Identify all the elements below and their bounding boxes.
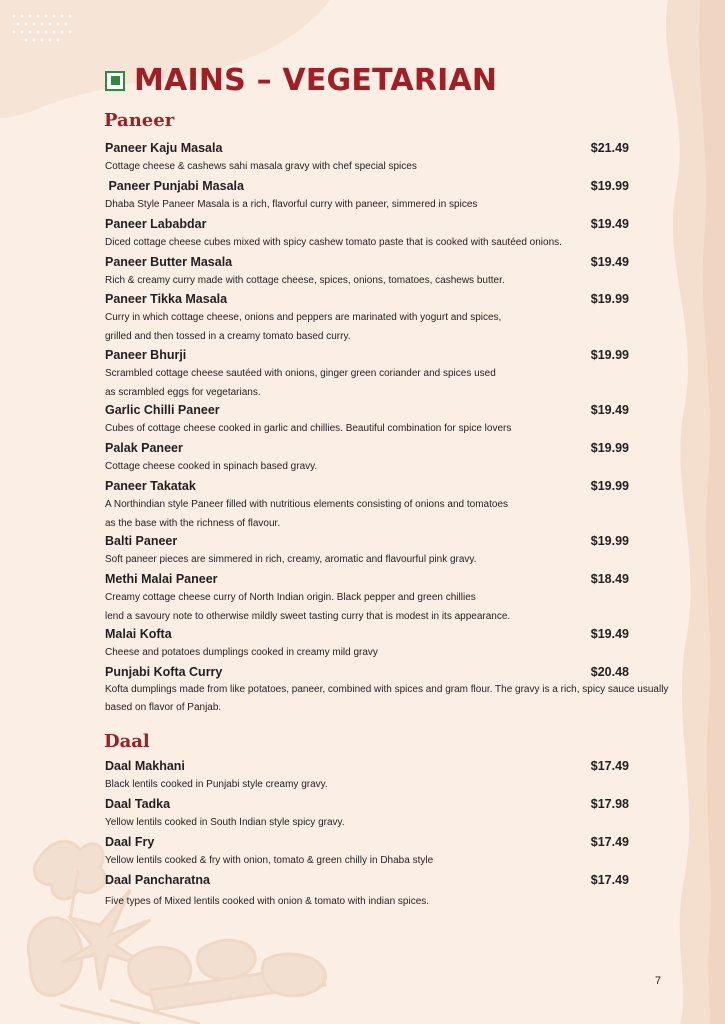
menu-item <box>105 871 635 911</box>
item-name: Daal Fry <box>105 835 155 849</box>
item-name: Palak Paneer <box>105 441 183 455</box>
item-name: Punjabi Kofta Curry <box>105 665 223 679</box>
menu-item <box>105 439 635 476</box>
item-name: Daal Tadka <box>105 797 171 811</box>
item-name: Paneer Tikka Masala <box>105 292 228 306</box>
item-description: Scrambled cottage cheese sautéed with onions, ginger green coriander and spices used <box>105 368 496 379</box>
item-description: Black lentils cooked in Punjabi style creamy gravy. <box>105 779 328 790</box>
item-price: $19.99 <box>590 441 629 455</box>
item-description: Cottage cheese cooked in spinach based gravy. <box>105 461 318 472</box>
menu-item <box>105 795 635 832</box>
menu-item <box>105 663 669 717</box>
menu-item <box>105 253 635 290</box>
item-description: Kofta dumplings made from like potatoes, paneer, combined with spices and gram flour. The gravy is a rich, spicy sauce usually based on flavor of Panjab. <box>105 684 669 713</box>
item-description: as the base with the richness of flavour. <box>105 518 281 529</box>
item-description: A Northindian style Paneer filled with nutritious elements consisting of onions and tomatoes <box>105 499 509 510</box>
item-description: grilled and then tossed in a creamy tomato based curry. <box>105 331 351 342</box>
item-name: Paneer Bhurji <box>105 348 187 362</box>
item-name: Daal Pancharatna <box>105 873 210 887</box>
menu-item <box>105 177 635 214</box>
item-description: Curry in which cottage cheese, onions and peppers are marinated with yogurt and spices, <box>105 312 502 323</box>
item-description: Rich & creamy curry made with cottage cheese, spices, onions, tomatoes, cashews butter. <box>105 275 505 286</box>
item-description: lend a savoury note to otherwise mildly sweet tasting curry that is modest in its appearance. <box>105 611 511 622</box>
veg-symbol-icon <box>105 71 125 91</box>
item-price: $19.49 <box>590 627 629 641</box>
menu-item <box>105 625 635 662</box>
menu-item <box>105 290 635 346</box>
menu-item <box>105 532 635 569</box>
item-name: Malai Kofta <box>105 627 172 641</box>
item-name: Paneer Lababdar <box>105 217 207 231</box>
item-price: $19.99 <box>590 479 629 493</box>
item-price: $19.49 <box>590 255 629 269</box>
page-number: 7 <box>655 975 662 987</box>
item-price: $21.49 <box>590 141 629 155</box>
menu-item <box>105 139 635 176</box>
item-price: $19.49 <box>590 217 629 231</box>
menu-item <box>105 757 635 794</box>
item-name: Balti Paneer <box>105 534 178 548</box>
title-row <box>105 63 497 98</box>
item-price: $19.99 <box>590 179 629 193</box>
item-price: $17.49 <box>590 835 629 849</box>
item-name: Daal Makhani <box>105 759 185 773</box>
menu-item <box>105 833 635 870</box>
menu-item <box>105 570 635 626</box>
item-price: $18.49 <box>590 572 629 586</box>
item-price: $20.48 <box>590 665 629 679</box>
item-name: Paneer Punjabi Masala <box>105 179 244 193</box>
item-description: Yellow lentils cooked in South Indian style spicy gravy. <box>105 817 345 828</box>
item-name: Methi Malai Paneer <box>105 572 218 586</box>
item-description: Cheese and potatoes dumplings cooked in creamy mild gravy <box>105 647 378 658</box>
item-price: $17.49 <box>590 759 629 773</box>
item-description: Dhaba Style Paneer Masala is a rich, flavorful curry with paneer, simmered in spices <box>105 199 478 210</box>
item-price: $19.99 <box>590 292 629 306</box>
item-price: $17.49 <box>590 873 629 887</box>
menu-item <box>105 215 635 252</box>
item-price: $19.99 <box>590 534 629 548</box>
item-name: Paneer Butter Masala <box>105 255 233 269</box>
item-description: Diced cottage cheese cubes mixed with spicy cashew tomato paste that is cooked with sautéed onions. <box>105 237 562 248</box>
item-name: Paneer Takatak <box>105 479 196 493</box>
item-description: Yellow lentils cooked & fry with onion, tomato & green chilly in Dhaba style <box>105 855 434 866</box>
item-name: Garlic Chilli Paneer <box>105 403 220 417</box>
menu-item <box>105 401 635 438</box>
menu-item <box>105 346 635 402</box>
item-price: $19.99 <box>590 348 629 362</box>
item-description: Creamy cottage cheese curry of North Indian origin. Black pepper and green chillies <box>105 592 476 603</box>
item-price: $17.98 <box>590 797 629 811</box>
item-name: Paneer Kaju Masala <box>105 141 223 155</box>
item-description: as scrambled eggs for vegetarians. <box>105 387 261 398</box>
section-heading-daal: Daal <box>104 731 150 752</box>
item-price: $19.49 <box>590 403 629 417</box>
item-description: Cottage cheese & cashews sahi masala gravy with chef special spices <box>105 161 417 172</box>
item-description: Soft paneer pieces are simmered in rich, creamy, aromatic and flavourful pink gravy. <box>105 554 477 565</box>
page-title: MAINS – VEGETARIAN <box>134 63 498 98</box>
menu-item <box>105 477 635 533</box>
item-description: Cubes of cottage cheese cooked in garlic and chillies. Beautiful combination for spice lovers <box>105 423 512 434</box>
item-description: Five types of Mixed lentils cooked with onion & tomato with indian spices. <box>105 896 430 907</box>
section-heading-paneer: Paneer <box>104 110 175 131</box>
